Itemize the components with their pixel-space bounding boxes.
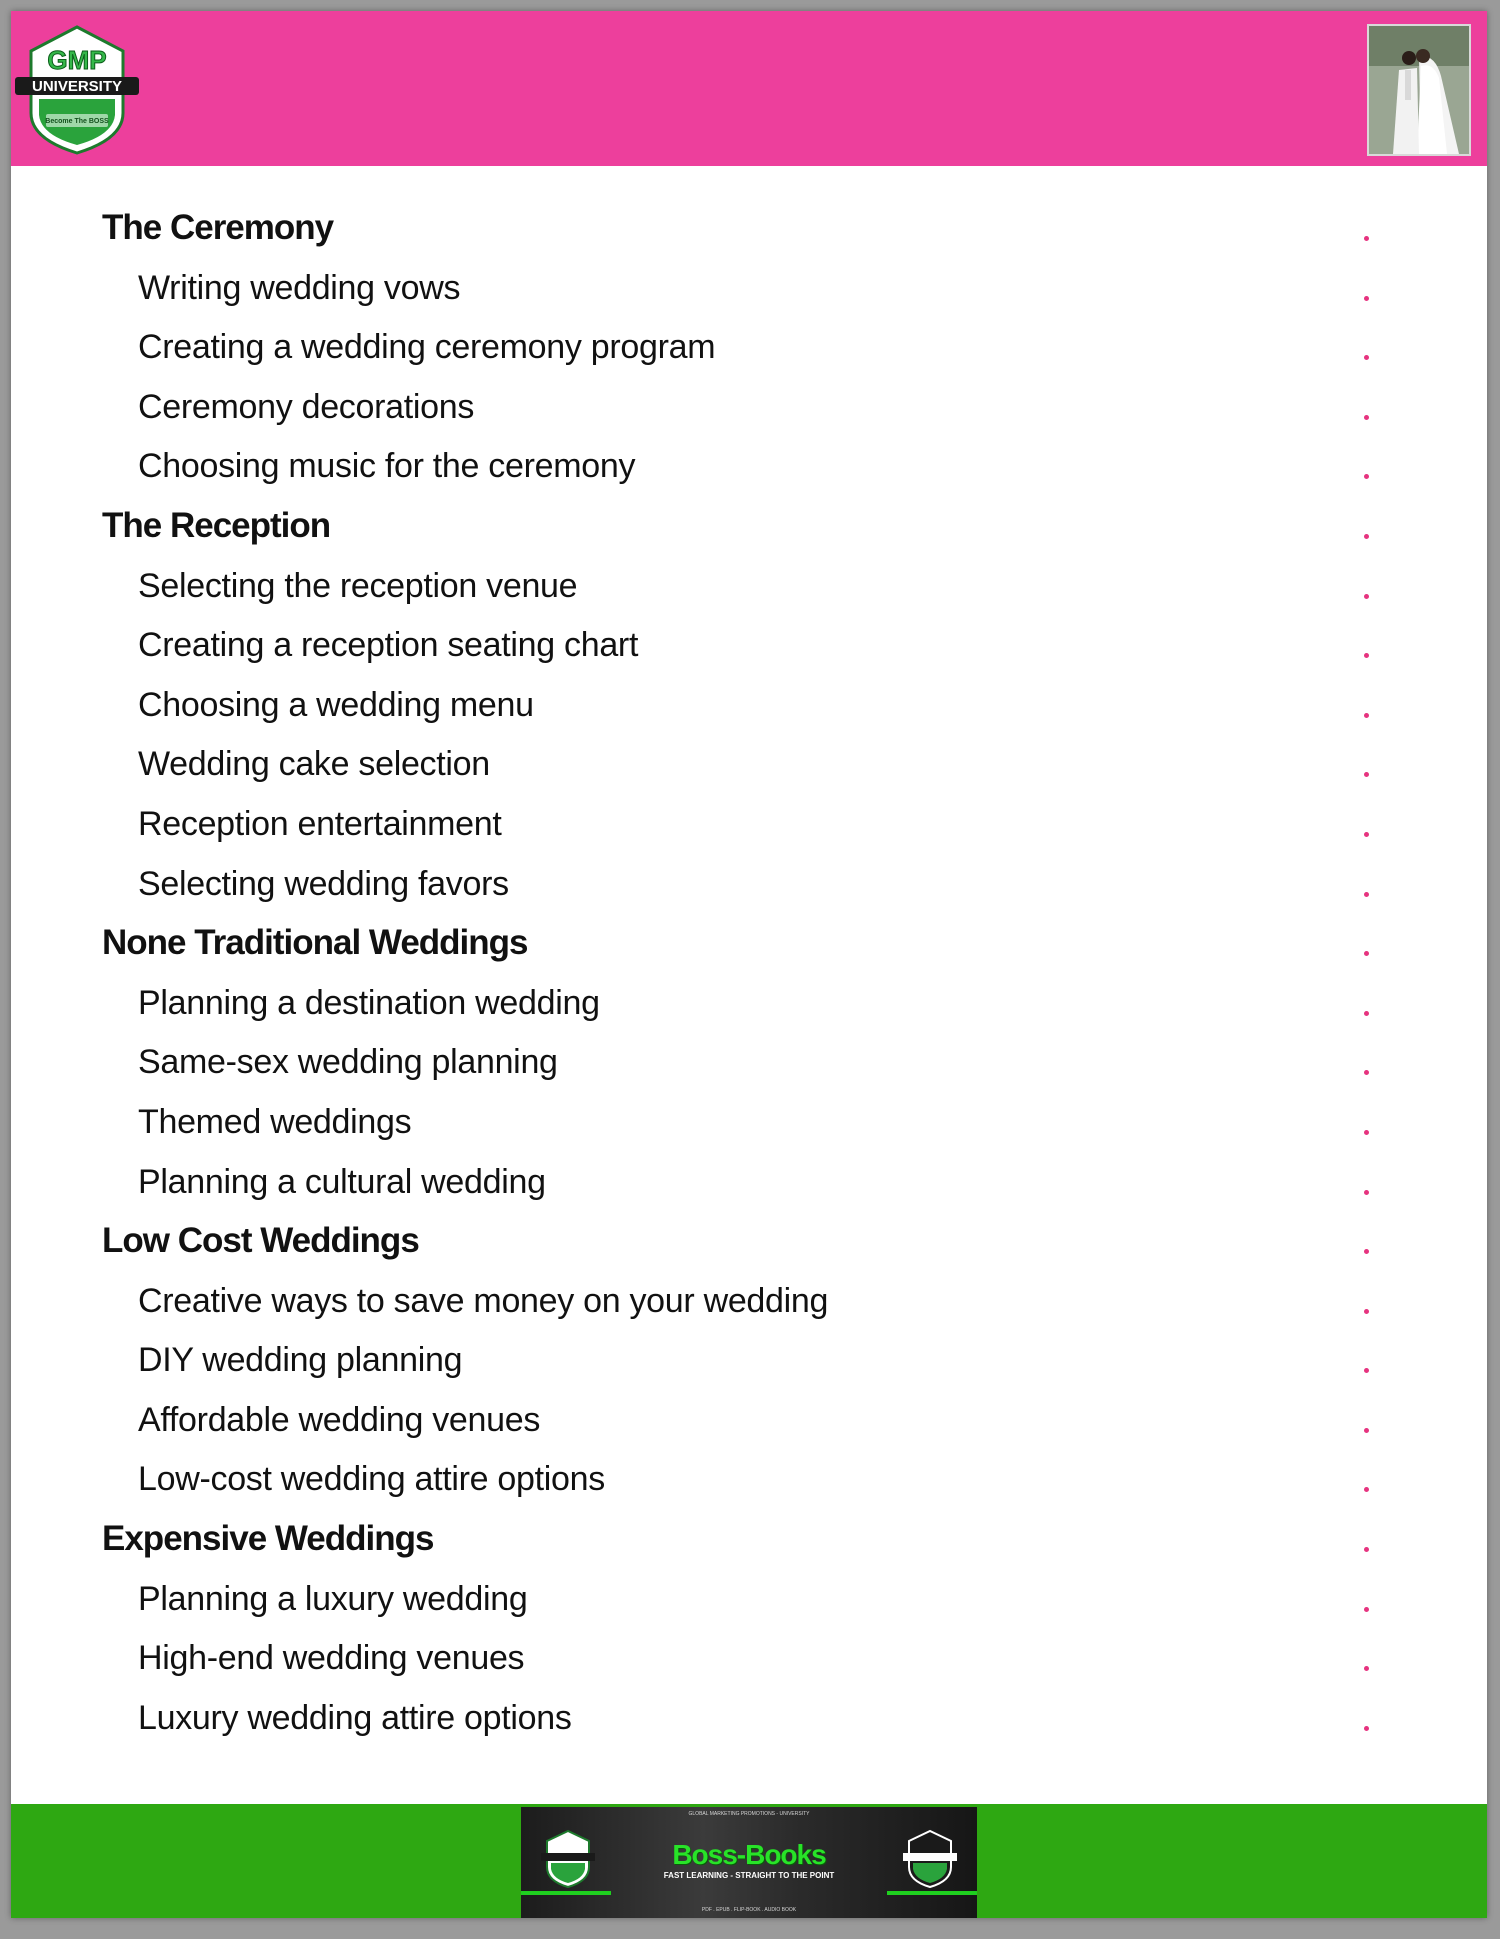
toc-entry-label: Affordable wedding venues <box>138 1400 541 1439</box>
toc-entry[interactable] <box>11 1100 1487 1160</box>
toc-heading[interactable] <box>11 504 1487 564</box>
leader-dot <box>1364 474 1369 479</box>
toc-entry-label: Wedding cake selection <box>138 745 490 784</box>
banner-formats: PDF . EPUB . FLIP-BOOK . AUDIO BOOK <box>701 1907 797 1913</box>
toc-heading-label: Low Cost Weddings <box>102 1221 419 1261</box>
leader-dot <box>1364 1130 1369 1135</box>
leader-dot <box>1364 772 1369 777</box>
toc-entry-label: High-end wedding venues <box>138 1639 525 1678</box>
toc-entry[interactable] <box>11 623 1487 683</box>
toc-heading[interactable] <box>11 1517 1487 1577</box>
toc-entry[interactable] <box>11 1279 1487 1339</box>
toc-entry[interactable] <box>11 1577 1487 1637</box>
logo-gmp: GMP <box>47 45 107 75</box>
toc-heading-label: Expensive Weddings <box>102 1519 434 1559</box>
toc-entry[interactable] <box>11 802 1487 862</box>
document-page <box>11 11 1487 1918</box>
toc-entry-label: Same-sex wedding planning <box>138 1043 558 1082</box>
toc-entry[interactable] <box>11 325 1487 385</box>
leader-dot <box>1364 1428 1369 1433</box>
toc-entry-label: Creative ways to save money on your wedding <box>138 1281 829 1320</box>
leader-dot <box>1364 892 1369 897</box>
leader-dot <box>1364 1547 1369 1552</box>
leader-dot <box>1364 534 1369 539</box>
leader-dot <box>1364 832 1369 837</box>
leader-dot <box>1364 1368 1369 1373</box>
toc-heading-label: The Ceremony <box>102 208 334 247</box>
toc-entry[interactable] <box>11 742 1487 802</box>
toc-entry[interactable] <box>11 1040 1487 1100</box>
table-of-contents <box>11 206 1487 1755</box>
toc-entry-label: Choosing a wedding menu <box>138 685 534 724</box>
leader-dot <box>1364 653 1369 658</box>
toc-heading-label: None Traditional Weddings <box>102 923 528 963</box>
toc-entry-label: DIY wedding planning <box>138 1341 463 1380</box>
toc-entry-label: Ceremony decorations <box>138 387 475 426</box>
leader-dot <box>1364 594 1369 599</box>
banner-left-green-bar <box>521 1891 611 1895</box>
gmp-university-logo <box>13 21 141 157</box>
leader-dot <box>1364 355 1369 360</box>
toc-entry[interactable] <box>11 1696 1487 1756</box>
toc-entry-label: Creating a reception seating chart <box>138 626 639 665</box>
toc-entry-label: Reception entertainment <box>138 804 502 843</box>
banner-top-line: GLOBAL MARKETING PROMOTIONS - UNIVERSITY <box>688 1811 810 1817</box>
toc-entry[interactable] <box>11 1398 1487 1458</box>
toc-entry[interactable] <box>11 266 1487 326</box>
logo-motto: Become The BOSS <box>45 118 109 125</box>
toc-heading-label: The Reception <box>102 505 331 545</box>
logo-university: UNIVERSITY <box>31 78 123 95</box>
toc-entry-label: Luxury wedding attire options <box>138 1698 572 1737</box>
banner-tagline: FAST LEARNING - STRAIGHT TO THE POINT <box>663 1871 835 1880</box>
leader-dot <box>1364 713 1369 718</box>
toc-entry[interactable] <box>11 1160 1487 1220</box>
toc-heading[interactable] <box>11 921 1487 981</box>
banner-right-green-bar <box>887 1891 977 1895</box>
leader-dot <box>1364 1607 1369 1612</box>
leader-dot <box>1364 236 1369 241</box>
toc-entry-label: Selecting wedding favors <box>138 864 509 903</box>
toc-entry[interactable] <box>11 981 1487 1041</box>
leader-dot <box>1364 1190 1369 1195</box>
leader-dot <box>1364 1666 1369 1671</box>
leader-dot <box>1364 1070 1369 1075</box>
wedding-couple-photo <box>1367 24 1471 156</box>
toc-entry-label: Planning a destination wedding <box>138 983 600 1022</box>
toc-heading[interactable] <box>11 206 1487 266</box>
toc-entry[interactable] <box>11 862 1487 922</box>
toc-entry[interactable] <box>11 1338 1487 1398</box>
page-footer <box>11 1804 1487 1918</box>
toc-entry-label: Selecting the reception venue <box>138 566 578 605</box>
leader-dot <box>1364 1487 1369 1492</box>
toc-entry-label: Planning a cultural wedding <box>138 1162 546 1201</box>
leader-dot <box>1364 415 1369 420</box>
toc-entry[interactable] <box>11 385 1487 445</box>
toc-entry[interactable] <box>11 444 1487 504</box>
leader-dot <box>1364 1726 1369 1731</box>
leader-dot <box>1364 1309 1369 1314</box>
banner-title: Boss-Books <box>672 1839 826 1870</box>
banner-right-shield-icon <box>899 1827 961 1889</box>
toc-entry-label: Creating a wedding ceremony program <box>138 328 716 367</box>
toc-entry[interactable] <box>11 1636 1487 1696</box>
toc-entry[interactable] <box>11 1457 1487 1517</box>
leader-dot <box>1364 951 1369 956</box>
leader-dot <box>1364 1011 1369 1016</box>
toc-entry[interactable] <box>11 683 1487 743</box>
boss-books-banner[interactable] <box>521 1807 977 1918</box>
toc-entry-label: Planning a luxury wedding <box>138 1579 528 1618</box>
toc-entry-label: Themed weddings <box>138 1102 412 1141</box>
leader-dot <box>1364 296 1369 301</box>
toc-entry[interactable] <box>11 564 1487 624</box>
page-header <box>11 11 1487 166</box>
leader-dot <box>1364 1249 1369 1254</box>
toc-entry-label: Choosing music for the ceremony <box>138 447 636 486</box>
toc-entry-label: Writing wedding vows <box>138 268 461 307</box>
toc-entry-label: Low-cost wedding attire options <box>138 1460 605 1499</box>
toc-heading[interactable] <box>11 1219 1487 1279</box>
